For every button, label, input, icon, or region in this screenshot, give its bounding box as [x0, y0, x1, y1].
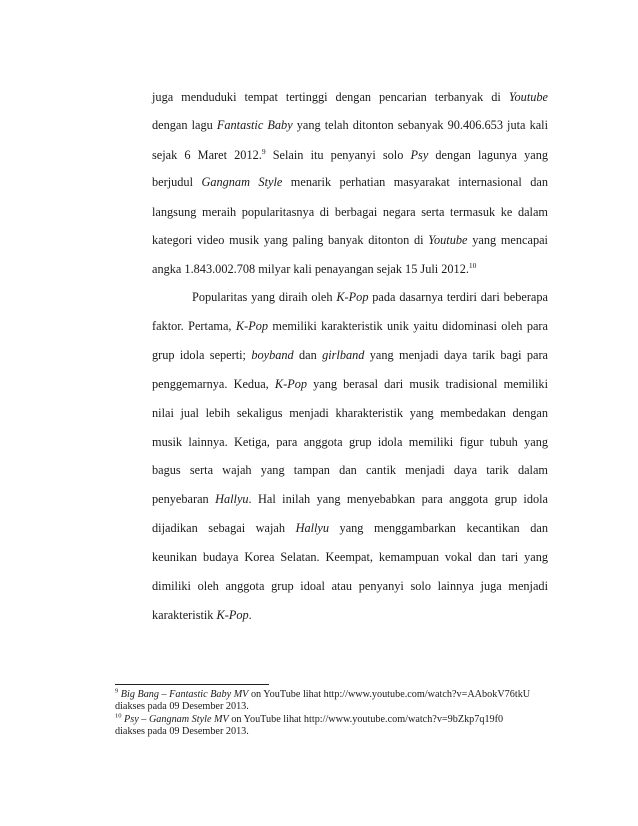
body-line: kategori video musik yang paling banyak ditonton di Youtube yang mencapai [152, 233, 548, 247]
body-line: bagus serta wajah yang tampan dan cantik menjadi daya tarik dalam [152, 463, 548, 477]
footnote-ref: 9 [261, 146, 266, 156]
body-line: grup idola seperti; boyband dan girlband yang menjadi daya tarik bagi para [152, 348, 548, 362]
body-line: Popularitas yang diraih oleh K-Pop pada dasarnya terdiri dari beberapa [192, 290, 548, 304]
body-line: faktor. Pertama, K-Pop memiliki karakteristik unik yaitu didominasi oleh para [152, 319, 548, 333]
body-line: dijadikan sebagai wajah Hallyu yang menggambarkan kecantikan dan [152, 521, 548, 535]
footnote-10: $^{10}$ Psy – Gangnam Style MV on YouTube lihat http://www.youtube.com/watch?v=9bZkp7q19f0 [115, 712, 504, 725]
body-line: dimiliki oleh anggota grup idoal atau penyanyi solo lainnya juga menjadi [152, 579, 548, 593]
body-line: nilai jual lebih sekaligus menjadi kharakteristik yang membedakan dengan [152, 406, 548, 420]
body-line: angka 1.843.002.708 milyar kali penayangan sejak 15 Juli 2012.10 [152, 260, 477, 276]
body-line: musik lainnya. Ketiga, para anggota grup idola memiliki figur tubuh yang [152, 435, 548, 449]
footnote-10-cont: diakses pada 09 Desember 2013. [115, 726, 249, 737]
footnote-9: $^9$ Big Bang – Fantastic Baby MV on YouTube lihat http://www.youtube.com/watch?v=AAbokV76tkU [115, 687, 531, 700]
body-line: keunikan budaya Korea Selatan. Keempat, kemampuan vokal dan tari yang [152, 550, 548, 564]
body-line: dengan lagu Fantastic Baby yang telah ditonton sebanyak 90.406.653 juta kali [152, 118, 549, 132]
body-line: penggemarnya. Kedua, K-Pop yang berasal dari musik tradisional memiliki [152, 377, 548, 391]
body-line: sejak 6 Maret 2012.$^9$ Selain itu penyanyi solo Psy dengan lagunya yang [152, 146, 549, 162]
body-line: penyebaran Hallyu. Hal inilah yang menyebabkan para anggota grup idola [152, 492, 548, 506]
body-line: juga menduduki tempat tertinggi dengan pencarian terbanyak di Youtube [152, 90, 548, 104]
body-line: langsung meraih popularitasnya di berbagai negara serta termasuk ke dalam [152, 205, 548, 219]
footnote-ref: 10 [468, 260, 477, 270]
body-line: berjudul Gangnam Style menarik perhatian masyarakat internasional dan [152, 175, 548, 189]
footnote-9-cont: diakses pada 09 Desember 2013. [115, 701, 249, 712]
body-line: karakteristik K-Pop. [152, 608, 252, 622]
footnote-separator [115, 684, 269, 685]
